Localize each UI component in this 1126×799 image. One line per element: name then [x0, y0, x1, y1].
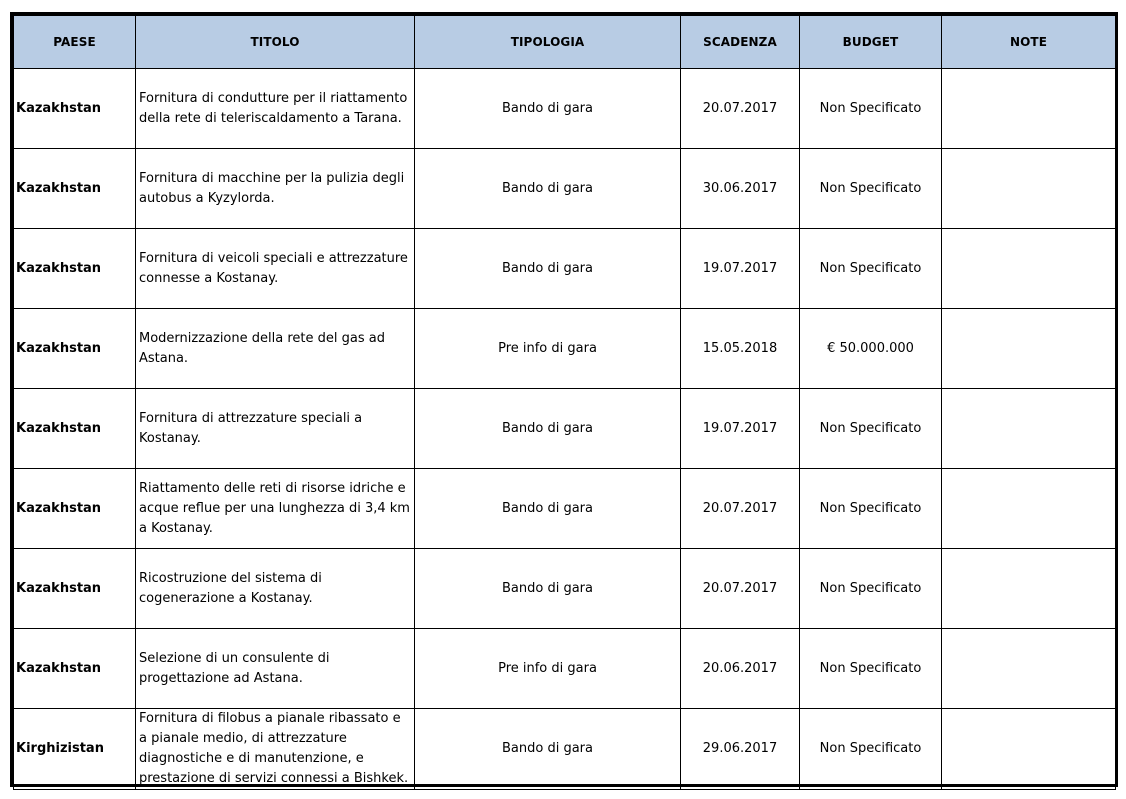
cell-titolo: Selezione di un consulente di progettazione ad Astana. — [136, 629, 415, 709]
cell-scadenza: 29.06.2017 — [681, 709, 800, 790]
tenders-table-container — [10, 12, 1118, 787]
cell-tipologia: Bando di gara — [415, 149, 681, 229]
cell-tipologia: Bando di gara — [415, 389, 681, 469]
cell-scadenza: 15.05.2018 — [681, 309, 800, 389]
table-row — [14, 389, 1116, 469]
header-note: NOTE — [942, 16, 1116, 69]
cell-tipologia: Bando di gara — [415, 549, 681, 629]
cell-scadenza: 20.07.2017 — [681, 469, 800, 549]
table-row — [14, 629, 1116, 709]
cell-budget: Non Specificato — [800, 469, 942, 549]
header-titolo: TITOLO — [136, 16, 415, 69]
cell-tipologia: Pre info di gara — [415, 309, 681, 389]
cell-scadenza: 19.07.2017 — [681, 389, 800, 469]
table-row — [14, 229, 1116, 309]
cell-tipologia: Bando di gara — [415, 69, 681, 149]
cell-titolo: Fornitura di filobus a pianale ribassato e a pianale medio, di attrezzature diagnostiche e di manutenzione, e prestazione di servizi connessi a Bishkek. — [136, 709, 415, 790]
cell-budget: Non Specificato — [800, 229, 942, 309]
cell-note — [942, 389, 1116, 469]
cell-budget: Non Specificato — [800, 549, 942, 629]
cell-note — [942, 309, 1116, 389]
table-body — [14, 69, 1116, 790]
cell-tipologia: Bando di gara — [415, 709, 681, 790]
cell-paese: Kazakhstan — [14, 389, 136, 469]
cell-budget: Non Specificato — [800, 629, 942, 709]
cell-budget: Non Specificato — [800, 149, 942, 229]
header-budget: BUDGET — [800, 16, 942, 69]
table-row — [14, 469, 1116, 549]
cell-note — [942, 469, 1116, 549]
cell-titolo: Fornitura di macchine per la pulizia degli autobus a Kyzylorda. — [136, 149, 415, 229]
cell-note — [942, 149, 1116, 229]
table-row — [14, 709, 1116, 790]
cell-paese: Kazakhstan — [14, 469, 136, 549]
cell-scadenza: 20.06.2017 — [681, 629, 800, 709]
header-tipologia: TIPOLOGIA — [415, 16, 681, 69]
cell-titolo: Riattamento delle reti di risorse idriche e acque reflue per una lunghezza di 3,4 km a Kostanay. — [136, 469, 415, 549]
cell-scadenza: 20.07.2017 — [681, 549, 800, 629]
table-row — [14, 69, 1116, 149]
cell-paese: Kazakhstan — [14, 69, 136, 149]
cell-titolo: Fornitura di condutture per il riattamento della rete di teleriscaldamento a Tarana. — [136, 69, 415, 149]
header-paese: PAESE — [14, 16, 136, 69]
table-row — [14, 549, 1116, 629]
table-row — [14, 149, 1116, 229]
cell-scadenza: 30.06.2017 — [681, 149, 800, 229]
cell-tipologia: Bando di gara — [415, 229, 681, 309]
cell-paese: Kirghizistan — [14, 709, 136, 790]
table-header — [14, 16, 1116, 69]
tenders-table — [13, 15, 1116, 790]
cell-tipologia: Pre info di gara — [415, 629, 681, 709]
cell-tipologia: Bando di gara — [415, 469, 681, 549]
cell-titolo: Ricostruzione del sistema di cogenerazione a Kostanay. — [136, 549, 415, 629]
cell-titolo: Fornitura di veicoli speciali e attrezzature connesse a Kostanay. — [136, 229, 415, 309]
header-scadenza: SCADENZA — [681, 16, 800, 69]
cell-budget: Non Specificato — [800, 709, 942, 790]
cell-note — [942, 629, 1116, 709]
table-row — [14, 309, 1116, 389]
cell-paese: Kazakhstan — [14, 229, 136, 309]
header-row — [14, 16, 1116, 69]
cell-scadenza: 19.07.2017 — [681, 229, 800, 309]
cell-note — [942, 229, 1116, 309]
cell-paese: Kazakhstan — [14, 629, 136, 709]
cell-note — [942, 69, 1116, 149]
cell-scadenza: 20.07.2017 — [681, 69, 800, 149]
cell-budget: Non Specificato — [800, 69, 942, 149]
cell-titolo: Fornitura di attrezzature speciali a Kostanay. — [136, 389, 415, 469]
cell-paese: Kazakhstan — [14, 149, 136, 229]
cell-budget: € 50.000.000 — [800, 309, 942, 389]
cell-titolo: Modernizzazione della rete del gas ad Astana. — [136, 309, 415, 389]
cell-paese: Kazakhstan — [14, 549, 136, 629]
cell-note — [942, 709, 1116, 790]
cell-paese: Kazakhstan — [14, 309, 136, 389]
cell-note — [942, 549, 1116, 629]
cell-budget: Non Specificato — [800, 389, 942, 469]
